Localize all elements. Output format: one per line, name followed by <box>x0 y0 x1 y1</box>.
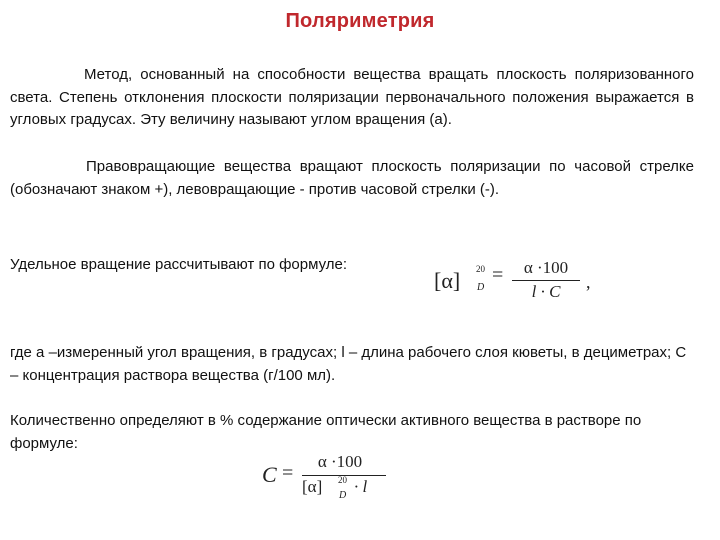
formula-2-equals: = <box>282 462 294 484</box>
formula-2-numerator: α ·100 <box>317 452 363 471</box>
formula-1-denominator: l · C <box>531 282 561 301</box>
paragraph-variables-legend: где а –измеренный угол вращения, в градусах; l – длина рабочего слоя кюветы, в дециметрах; C – концентрация раствора вещества (г/100 мл). <box>10 344 687 384</box>
paragraph-quantitative-intro: Количественно определяют в % содержание оптически активного вещества в растворе по формуле: <box>10 412 642 452</box>
formula-2-denominator-superscript: 20 <box>338 475 347 485</box>
page-title: Поляриметрия <box>285 10 435 32</box>
formula-1-equals: = <box>492 264 504 286</box>
formula-1-comma: , <box>586 272 591 292</box>
concentration-formula <box>262 448 402 504</box>
specific-rotation-formula <box>434 256 594 306</box>
formula-1-numerator: α ·100 <box>523 258 569 277</box>
formula-2-denominator-subscript: D <box>339 490 347 501</box>
formula-1-lhs: [α] <box>434 268 461 293</box>
formula-2-denominator-rest: · l <box>354 477 368 496</box>
formula-1-fraction-bar <box>512 280 580 281</box>
formula-2-lhs: C <box>262 462 277 487</box>
paragraph-specific-rotation-intro: Удельное вращение рассчитывают по формуле: <box>10 256 348 273</box>
formula-1-superscript: 20 <box>476 264 485 274</box>
paragraph-rotation-direction: Правовращающие вещества вращают плоскость поляризации по часовой стрелке (обозначают знаком +), левовращающие - против часовой стрелки (-). <box>10 158 694 198</box>
formula-2-denominator-bracket: [α] <box>302 477 323 496</box>
formula-1-subscript: D <box>477 282 485 293</box>
paragraph-method-definition: Метод, основанный на способности вещества вращать плоскость поляризованного света. Степень отклонения плоскости поляризации первоначального положения выражается в угловых градусах. Эту величину называют углом вращения (а). <box>10 66 694 128</box>
